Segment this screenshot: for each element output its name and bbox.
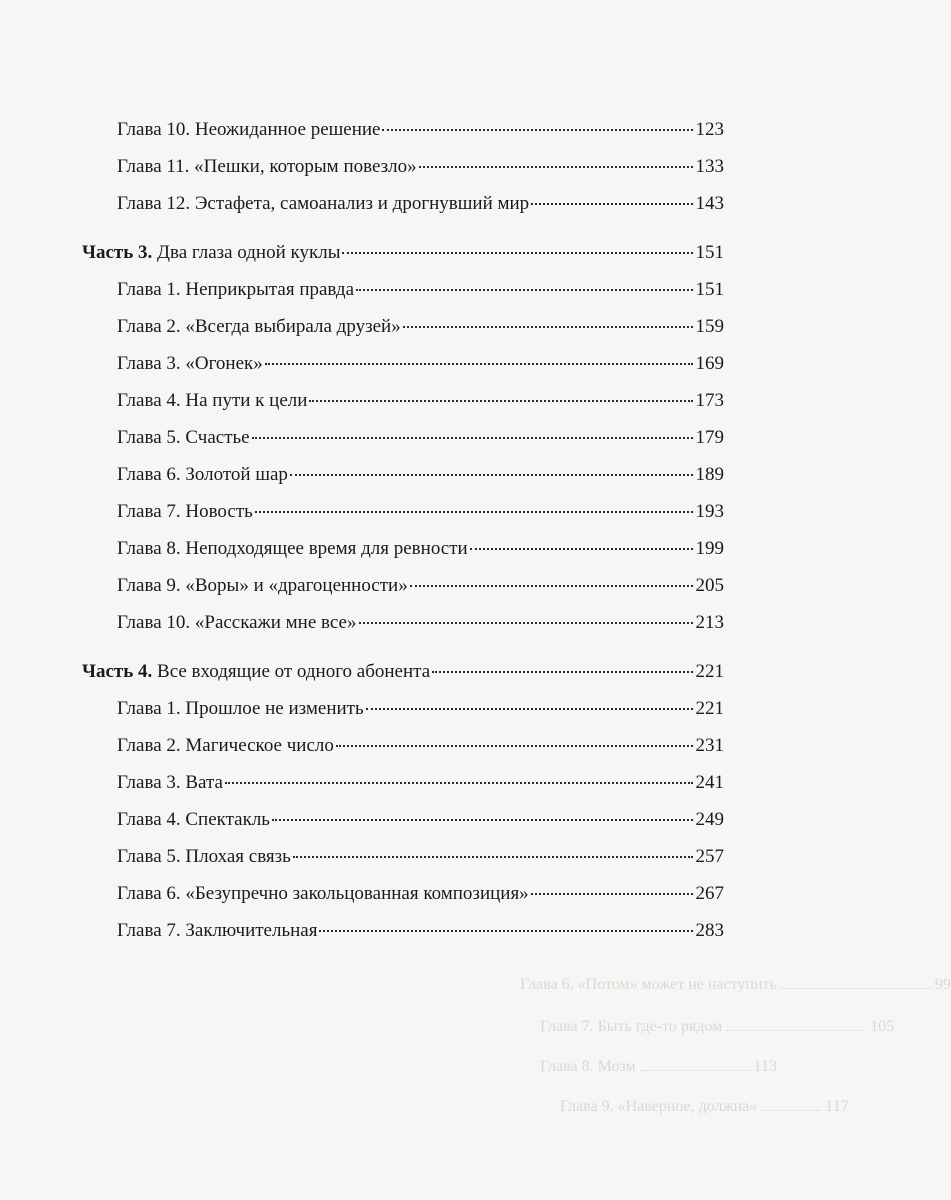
toc-entry[interactable] bbox=[117, 389, 724, 413]
dot-leader bbox=[432, 671, 692, 673]
toc-entry[interactable] bbox=[117, 352, 724, 376]
page-number: 193 bbox=[695, 501, 724, 522]
toc-entry[interactable] bbox=[117, 808, 724, 832]
dot-leader bbox=[382, 129, 692, 131]
toc-entry[interactable] bbox=[117, 426, 724, 450]
page-number: 199 bbox=[695, 538, 724, 559]
chapter-title: Глава 7. Заключительная bbox=[117, 920, 318, 941]
toc-part-4[interactable] bbox=[82, 660, 724, 684]
part-name: Все входящие от одного абонента bbox=[157, 661, 431, 682]
part-title bbox=[82, 660, 430, 684]
page-number: 283 bbox=[695, 920, 724, 941]
part-name: Два глаза одной куклы bbox=[157, 242, 341, 263]
toc-entry[interactable] bbox=[117, 192, 724, 216]
dot-leader bbox=[359, 622, 693, 624]
chapter-title: Глава 4. На пути к цели bbox=[117, 390, 308, 411]
dot-leader bbox=[470, 548, 693, 550]
chapter-title: Глава 6. Золотой шар bbox=[117, 464, 288, 485]
page-number: 169 bbox=[695, 353, 724, 374]
dot-leader bbox=[419, 166, 693, 168]
chapter-title: Глава 4. Спектакль bbox=[117, 809, 270, 830]
dot-leader bbox=[336, 745, 693, 747]
part-title bbox=[82, 241, 340, 265]
page-number: 267 bbox=[695, 883, 724, 904]
page-number: 257 bbox=[695, 846, 724, 867]
toc-part-3[interactable] bbox=[82, 241, 724, 265]
dot-leader bbox=[272, 819, 693, 821]
toc-entry[interactable] bbox=[117, 697, 724, 721]
dot-leader bbox=[403, 326, 693, 328]
ghost-line: Глава 6. «Потом» может не наступить 99 bbox=[520, 976, 951, 993]
dot-leader bbox=[290, 474, 693, 476]
chapter-title: Глава 10. Неожиданное решение bbox=[117, 119, 381, 140]
toc-entry[interactable] bbox=[117, 278, 724, 302]
ghost-line: Глава 9. «Наверное, должна» 117 bbox=[560, 1098, 849, 1115]
dot-leader bbox=[366, 708, 693, 710]
dot-leader bbox=[531, 893, 693, 895]
chapter-title: Глава 12. Эстафета, самоанализ и дрогнувший мир bbox=[117, 193, 530, 214]
page-number: 151 bbox=[695, 279, 724, 300]
page-number: 133 bbox=[695, 156, 724, 177]
dot-leader bbox=[356, 289, 692, 291]
dot-leader bbox=[309, 400, 692, 402]
toc-entry[interactable] bbox=[117, 315, 724, 339]
dot-leader bbox=[252, 437, 693, 439]
toc-entry[interactable] bbox=[117, 155, 724, 179]
dot-leader bbox=[225, 782, 693, 784]
dot-leader bbox=[531, 203, 692, 205]
page-number: 159 bbox=[695, 316, 724, 337]
chapter-title: Глава 3. «Огонек» bbox=[117, 353, 263, 374]
chapter-title: Глава 6. «Безупречно закольцованная композиция» bbox=[117, 883, 529, 904]
dot-leader bbox=[265, 363, 693, 365]
toc-entry[interactable] bbox=[117, 537, 724, 561]
page-number: 205 bbox=[695, 575, 724, 596]
chapter-title: Глава 10. «Расскажи мне все» bbox=[117, 612, 357, 633]
part-label: Часть 3. bbox=[82, 242, 153, 263]
toc-entry[interactable] bbox=[117, 574, 724, 598]
toc-entry[interactable] bbox=[117, 463, 724, 487]
dot-leader bbox=[255, 511, 693, 513]
chapter-title: Глава 2. Магическое число bbox=[117, 735, 334, 756]
page-number: 213 bbox=[695, 612, 724, 633]
dot-leader bbox=[410, 585, 693, 587]
page-number: 123 bbox=[695, 119, 724, 140]
toc-entry[interactable] bbox=[117, 919, 724, 943]
toc-entry[interactable] bbox=[117, 734, 724, 758]
toc-entry[interactable] bbox=[117, 611, 724, 635]
page-number: 241 bbox=[695, 772, 724, 793]
page-number: 143 bbox=[695, 193, 724, 214]
page-number: 249 bbox=[695, 809, 724, 830]
page-number: 231 bbox=[695, 735, 724, 756]
chapter-title: Глава 2. «Всегда выбирала друзей» bbox=[117, 316, 401, 337]
chapter-title: Глава 9. «Воры» и «драгоценности» bbox=[117, 575, 408, 596]
ghost-line: Глава 7. Быть где-то рядом 105 bbox=[540, 1018, 895, 1035]
chapter-title: Глава 7. Новость bbox=[117, 501, 253, 522]
page-number: 221 bbox=[695, 698, 724, 719]
dot-leader bbox=[319, 930, 692, 932]
ghost-line: Глава 8. Мозм 113 bbox=[540, 1058, 778, 1075]
page-number: 173 bbox=[695, 390, 724, 411]
page-number: 151 bbox=[695, 242, 724, 263]
toc-entry[interactable] bbox=[117, 845, 724, 869]
toc-entry[interactable] bbox=[117, 500, 724, 524]
chapter-title: Глава 3. Вата bbox=[117, 772, 223, 793]
chapter-title: Глава 5. Счастье bbox=[117, 427, 250, 448]
chapter-title: Глава 11. «Пешки, которым повезло» bbox=[117, 156, 417, 177]
dot-leader bbox=[342, 252, 692, 254]
part-label: Часть 4. bbox=[82, 661, 153, 682]
dot-leader bbox=[293, 856, 693, 858]
chapter-title: Глава 5. Плохая связь bbox=[117, 846, 291, 867]
toc-entry[interactable] bbox=[117, 118, 724, 142]
page-number: 189 bbox=[695, 464, 724, 485]
toc-entry[interactable] bbox=[117, 771, 724, 795]
page-number: 221 bbox=[695, 661, 724, 682]
chapter-title: Глава 1. Прошлое не изменить bbox=[117, 698, 364, 719]
page-number: 179 bbox=[695, 427, 724, 448]
chapter-title: Глава 1. Неприкрытая правда bbox=[117, 279, 355, 300]
chapter-title: Глава 8. Неподходящее время для ревности bbox=[117, 538, 468, 559]
toc-entry[interactable] bbox=[117, 882, 724, 906]
